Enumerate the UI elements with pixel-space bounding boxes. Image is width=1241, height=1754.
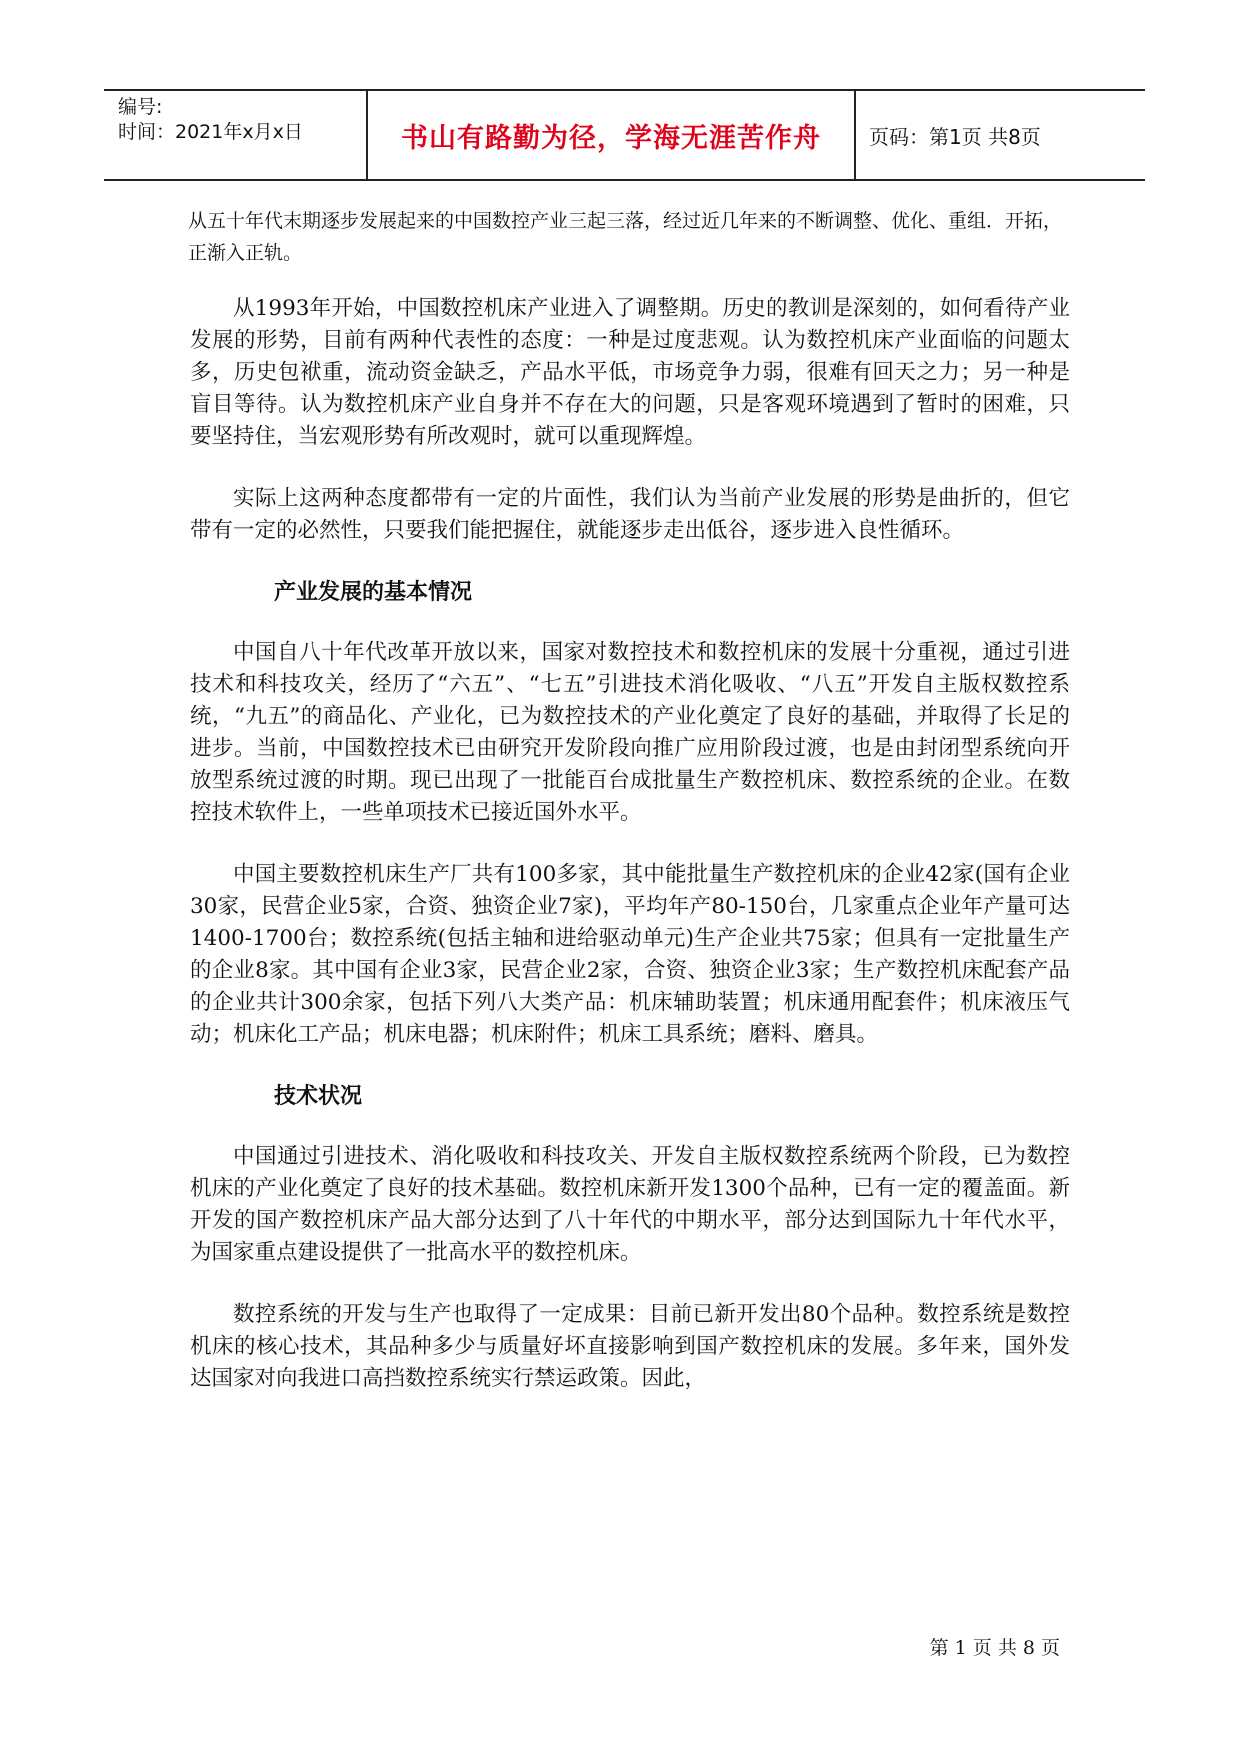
paragraph-technology-foundation: 中国通过引进技术、消化吸收和科技攻关、开发自主版权数控系统两个阶段，已为数控机床的产业化奠定了良好的技术基础。数控机床新开发1300个品种，已有一定的覆盖面。新开发的国产数控机床产品大部分达到了八十年代的中期水平，部分达到国际九十年代水平，为国家重点建设提供了一批高水平的数控机床。	[190, 1144, 1070, 1265]
document-number-label: 编号:	[118, 96, 163, 118]
document-time-label: 时间：2021年x月x日	[118, 121, 303, 143]
section-heading-industry-basics: 产业发展的基本情况	[274, 580, 473, 605]
header-page-info: 页码：第1页 共8页	[869, 124, 1041, 149]
section-heading-technology-status: 技术状况	[274, 1084, 363, 1109]
document-header	[104, 89, 1145, 181]
header-motto: 书山有路勤为径，学海无涯苦作舟	[401, 122, 821, 154]
paragraph-industry-development: 中国自八十年代改革开放以来，国家对数控技术和数控机床的发展十分重视，通过引进技术和科技攻关，经历了“六五”、“七五”引进技术消化吸收、“八五”开发自主版权数控系统，“九五”的商品化、产业化，已为数控技术的产业化奠定了良好的基础，并取得了长足的进步。当前，中国数控技术已由研究开发阶段向推广应用阶段过渡，也是由封闭型系统向开放型系统过渡的时期。现已出现了一批能百台成批量生产数控机床、数控系统的企业。在数控技术软件上，一些单项技术已接近国外水平。	[190, 640, 1070, 825]
document-body	[190, 205, 1070, 1425]
lead-paragraph: 从五十年代末期逐步发展起来的中国数控产业三起三落，经过近几年来的不断调整、优化、重组．开拓，正渐入正轨。	[188, 210, 1063, 264]
page-footer	[0, 1633, 1060, 1660]
header-motto-cell	[368, 91, 856, 179]
paragraph-adjustment-period: 从1993年开始，中国数控机床产业进入了调整期。历史的教训是深刻的，如何看待产业发展的形势，目前有两种代表性的态度：一种是过度悲观。认为数控机床产业面临的问题太多，历史包袱重，流动资金缺乏，产品水平低，市场竞争力弱，很难有回天之力；另一种是盲目等待。认为数控机床产业自身并不存在大的问题，只是客观环境遇到了暂时的困难，只要坚持住，当宏观形势有所改观时，就可以重现辉煌。	[190, 296, 1070, 449]
paragraph-attitudes: 实际上这两种态度都带有一定的片面性，我们认为当前产业发展的形势是曲折的，但它带有一定的必然性，只要我们能把握住，就能逐步走出低谷，逐步进入良性循环。	[190, 486, 1070, 543]
paragraph-cnc-systems: 数控系统的开发与生产也取得了一定成果：目前已新开发出80个品种。数控系统是数控机床的核心技术，其品种多少与质量好坏直接影响到国产数控机床的发展。多年来，国外发达国家对向我进口高挡数控系统实行禁运政策。因此，	[190, 1302, 1070, 1391]
paragraph-manufacturers: 中国主要数控机床生产厂共有100多家，其中能批量生产数控机床的企业42家(国有企业30家，民营企业5家，合资、独资企业7家)，平均年产80-150台，几家重点企业年产量可达1400-1700台；数控系统(包括主轴和进给驱动单元)生产企业共75家；但具有一定批量生产的企业8家。其中国有企业3家，民营企业2家，合资、独资企业3家；生产数控机床配套产品的企业共计300余家，包括下列八大类产品：机床辅助装置；机床通用配套件；机床液压气动；机床化工产品；机床电器；机床附件；机床工具系统；磨料、磨具。	[190, 862, 1070, 1047]
header-page-info-cell	[856, 91, 1145, 179]
header-meta	[104, 91, 368, 179]
footer-page-number: 第 1 页 共 8 页	[929, 1637, 1060, 1659]
